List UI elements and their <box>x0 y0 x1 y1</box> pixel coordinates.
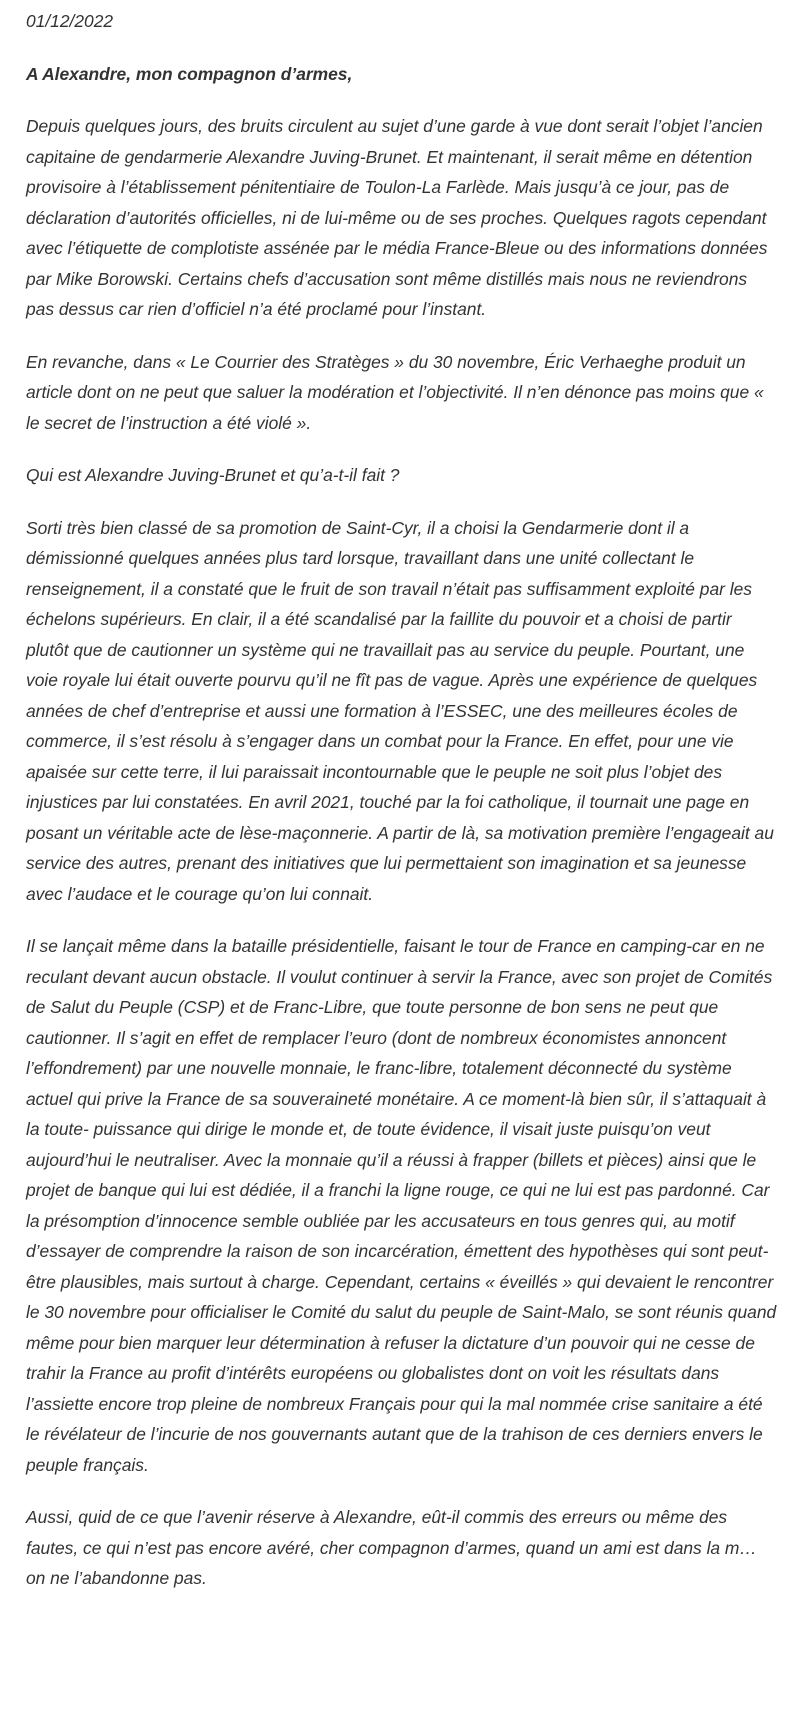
paragraph-rumors: Depuis quelques jours, des bruits circulent au sujet d’une garde à vue dont serait l’objet l’ancien capitaine de gendarmerie Alexandre Juving-Brunet. Et maintenant, il serait même en détention provisoire à l’établissement pénitentiaire de Toulon-La Farlède. Mais jusqu’à ce jour, pas de déclaration d’autorités officielles, ni de lui-même ou de ses proches. Quelques ragots cependant avec l’étiquette de complotiste assénée par le média France-Bleue ou des informations données par Mike Borowski. Certains chefs d’accusation sont même distillés mais nous ne reviendrons pas dessus car rien d’officiel n’a été proclamé pour l’instant. <box>26 116 768 319</box>
paragraph-presidential-campaign: Il se lançait même dans la bataille présidentielle, faisant le tour de France en camping-car en ne reculant devant aucun obstacle. Il voulut continuer à servir la France, avec son projet de Comités de Salut du Peuple (CSP) et de Franc-Libre, que toute personne de bon sens ne peut que cautionner. Il s’agit en effet de remplacer l’euro (dont de nombreux économistes annoncent l’effondrement) par une nouvelle monnaie, le franc-libre, totalement déconnecté du système actuel qui prive la France de sa souveraineté monétaire. A ce moment-là bien sûr, il s’attaquait à la toute- puissance qui dirige le monde et, de toute évidence, il visait juste puisqu’on veut aujourd’hui le neutraliser. Avec la monnaie qu’il a réussi à frapper (billets et pièces) ainsi que le projet de banque qui lui est dédiée, il a franchi la ligne rouge, ce qui ne lui est pas pardonné. Car la présomption d’innocence semble oubliée par les accusateurs en tous genres qui, au motif d’essayer de comprendre la raison de son incarcération, émettent des hypothèses qui sont peut-être plausibles, mais surtout à charge. Cependant, certains « éveillés » qui devaient le rencontrer le 30 novembre pour officialiser le Comité du salut du peuple de Saint-Malo, se sont réunis quand même pour bien marquer leur détermination à refuser la dictature d’un pouvoir qui ne cesse de trahir la France au profit d’intérêts européens ou globalistes dont on voit les résultats dans l’assiette encore trop pleine de nombreux Français pour qui la mal nommée crise sanitaire a été le révélateur de l’incurie de nos gouvernants autant que de la trahison de ces derniers envers le peuple français. <box>26 936 777 1475</box>
letter-date: 01/12/2022 <box>26 11 114 31</box>
letter-salutation: A Alexandre, mon compagnon d’armes, <box>26 63 353 84</box>
paragraph-question: Qui est Alexandre Juving-Brunet et qu’a-t-il fait ? <box>26 465 400 485</box>
letter-article <box>26 6 778 1594</box>
paragraph-biography: Sorti très bien classé de sa promotion de Saint-Cyr, il a choisi la Gendarmerie dont il a démissionné quelques années plus tard lorsque, travaillant dans une unité collectant le renseignement, il a constaté que le fruit de son travail n’était pas suffisamment exploité par les échelons supérieurs. En clair, il a été scandalisé par la faillite du pouvoir et a choisi de partir plutôt que de cautionner un système qui ne travaillait pas au service du peuple. Pourtant, une voie royale lui était ouverte pourvu qu’il ne fît pas de vague. Après une expérience de quelques années de chef d’entreprise et aussi une formation à l’ESSEC, une des meilleures écoles de commerce, il s’est résolu à s’engager dans un combat pour la France. En effet, pour une vie apaisée sur cette terre, il lui paraissait incontournable que le peuple ne soit plus l’objet des injustices par lui constatées. En avril 2021, touché par la foi catholique, il tournait une page en posant un véritable acte de lèse-maçonnerie. A partir de là, sa motivation première l’engageait au service des autres, prenant des initiatives que lui permettaient son imagination et sa jeunesse avec l’audace et le courage qu’on lui connait. <box>26 517 774 904</box>
paragraph-conclusion: Aussi, quid de ce que l’avenir réserve à Alexandre, eût-il commis des erreurs ou même des fautes, ce qui n’est pas encore avéré, cher compagnon d’armes, quand un ami est dans la m… on ne l’abandonne pas. <box>26 1507 757 1588</box>
paragraph-courrier-strateges: En revanche, dans « Le Courrier des Stratèges » du 30 novembre, Éric Verhaeghe produit un article dont on ne peut que saluer la modération et l’objectivité. Il n’en dénonce pas moins que « le secret de l’instruction a été violé ». <box>26 351 764 433</box>
